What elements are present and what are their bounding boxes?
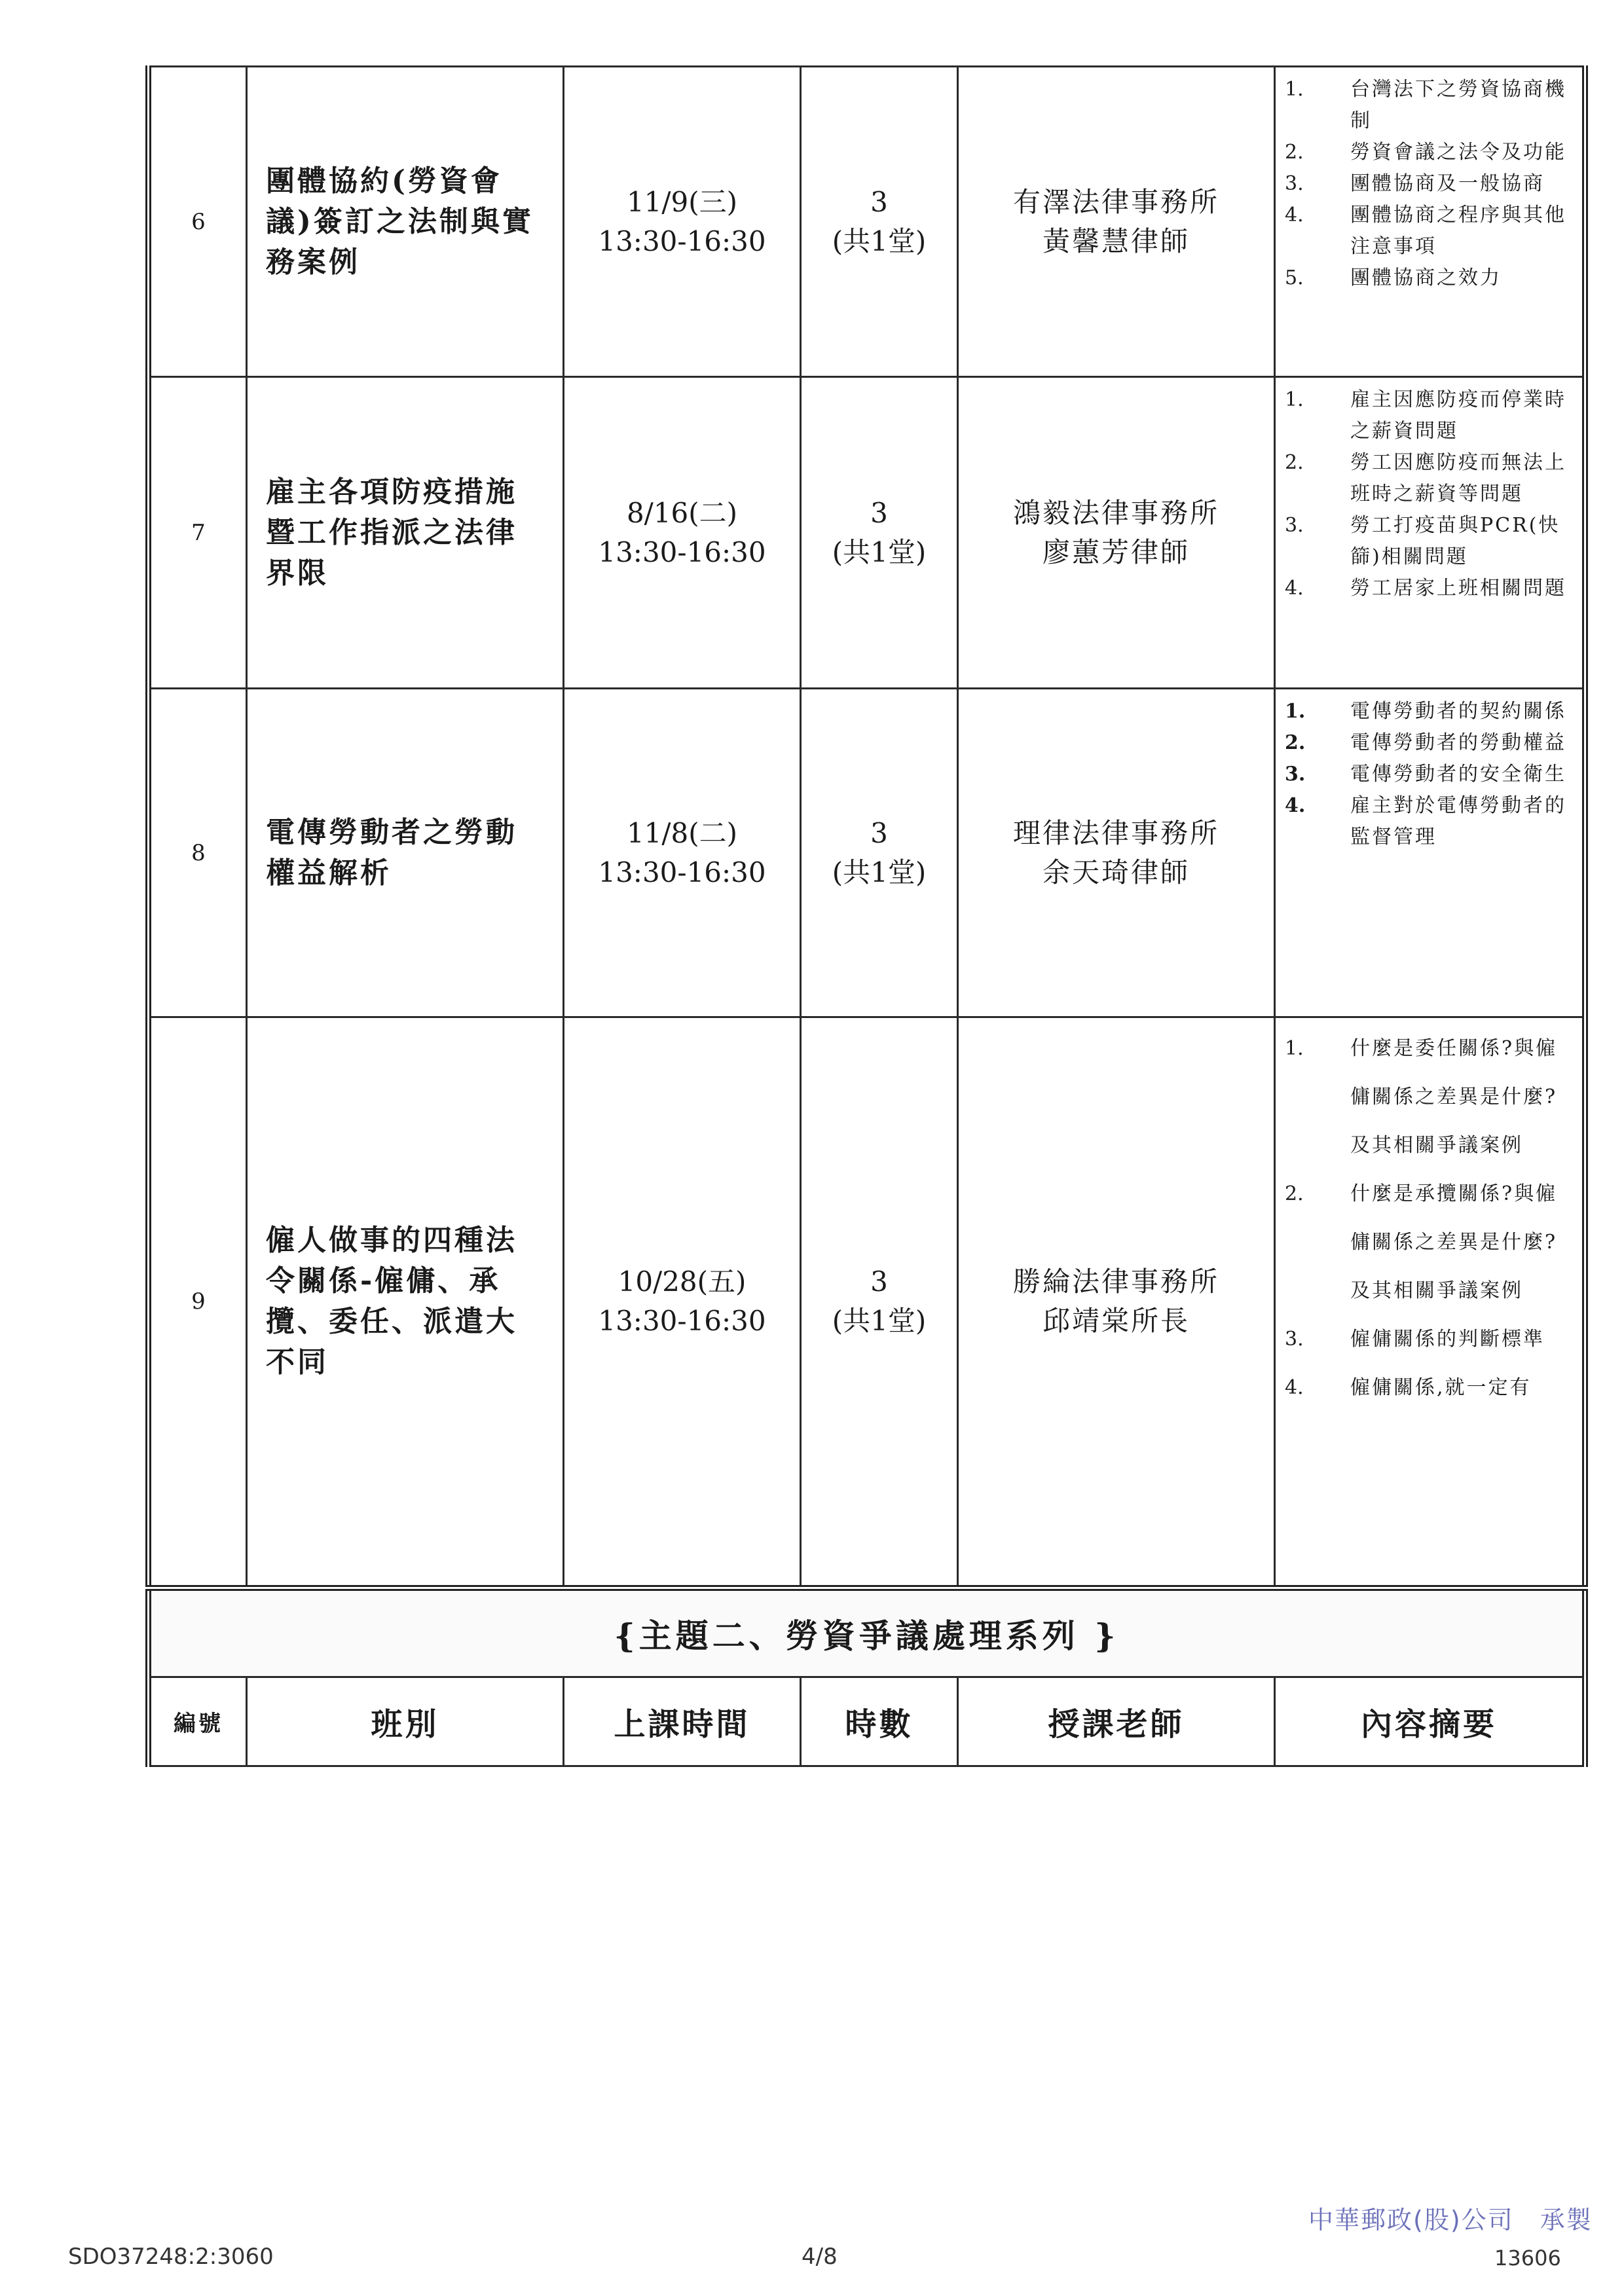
- content-summary: [1275, 1017, 1585, 1588]
- company-credit: 中華郵政(股)公司 承製: [1308, 2206, 1593, 2234]
- class-hours: [801, 1017, 958, 1588]
- class-name: 僱人做事的四種法令關係-僱傭、承攬、委任、派遣大不同: [247, 1017, 564, 1588]
- summary-item: 4. 雇主對於電傳勞動者的監督管理: [1285, 794, 1566, 848]
- row-number: 8: [149, 689, 247, 1017]
- summary-item: 4. 僱傭關係,就一定有: [1285, 1376, 1532, 1399]
- summary-item: 3. 僱傭關係的判斷標準: [1285, 1328, 1545, 1351]
- hours-value: 3: [870, 185, 888, 218]
- document-id: SDO37248:2:3060: [68, 2244, 274, 2270]
- content-summary: [1275, 689, 1585, 1017]
- class-date: 8/16(二): [626, 496, 738, 529]
- row-number: 6: [149, 67, 247, 377]
- summary-item: 2. 電傳勞動者的勞動權益: [1285, 731, 1566, 754]
- class-time-range: 13:30-16:30: [598, 1305, 766, 1337]
- summary-item: 3. 電傳勞動者的安全衛生: [1285, 763, 1566, 786]
- summary-item: 1. 電傳勞動者的契約關係: [1285, 700, 1566, 723]
- teacher-name: 余天琦律師: [1042, 856, 1190, 888]
- summary-item: 2. 什麼是承攬關係?與僱傭關係之差異是什麼?及其相關爭議案例: [1285, 1182, 1558, 1302]
- teacher-name: 廖蕙芳律師: [1042, 536, 1190, 568]
- hours-note: (共1堂): [832, 536, 927, 568]
- table-row: [149, 689, 1585, 1017]
- teacher-org: 有澤法律事務所: [1012, 185, 1219, 218]
- teacher: [958, 689, 1275, 1017]
- content-summary: [1275, 377, 1585, 689]
- summary-item: 1. 雇主因應防疫而停業時之薪資問題: [1285, 388, 1566, 443]
- teacher-name: 邱靖棠所長: [1042, 1305, 1190, 1337]
- header-hours: 時數: [801, 1677, 958, 1766]
- teacher: [958, 67, 1275, 377]
- summary-item: 4. 勞工居家上班相關問題: [1285, 577, 1566, 600]
- table-row: [149, 1017, 1585, 1588]
- teacher-org: 鴻毅法律事務所: [1012, 496, 1219, 529]
- class-hours: [801, 689, 958, 1017]
- hours-value: 3: [870, 496, 888, 529]
- summary-item: 1. 台灣法下之勞資協商機制: [1285, 78, 1566, 132]
- hours-note: (共1堂): [832, 856, 927, 888]
- row-number: 7: [149, 377, 247, 689]
- class-time: [564, 67, 801, 377]
- class-name: 團體協約(勞資會議)簽訂之法制與實務案例: [247, 67, 564, 377]
- teacher: [958, 377, 1275, 689]
- hours-note: (共1堂): [832, 225, 927, 257]
- summary-item: 2. 勞工因應防疫而無法上班時之薪資等問題: [1285, 451, 1566, 505]
- course-table: [145, 65, 1588, 1767]
- section-title: {主題二、勞資爭議處理系列 }: [149, 1588, 1585, 1677]
- class-time-range: 13:30-16:30: [598, 856, 766, 888]
- header-class: 班別: [247, 1677, 564, 1766]
- header-teacher: 授課老師: [958, 1677, 1275, 1766]
- summary-item: 3. 團體協商及一般協商: [1285, 172, 1545, 195]
- class-name: 雇主各項防疫措施暨工作指派之法律界限: [247, 377, 564, 689]
- teacher: [958, 1017, 1275, 1588]
- class-name: 電傳勞動者之勞動權益解析: [247, 689, 564, 1017]
- teacher-org: 理律法律事務所: [1012, 816, 1219, 849]
- row-number: 9: [149, 1017, 247, 1588]
- class-date: 10/28(五): [618, 1266, 747, 1298]
- class-time-range: 13:30-16:30: [598, 536, 766, 568]
- class-date: 11/8(二): [626, 816, 738, 849]
- hours-value: 3: [870, 816, 888, 849]
- hours-value: 3: [870, 1266, 888, 1298]
- table-header: [149, 1677, 1585, 1766]
- section-banner: [149, 1588, 1585, 1677]
- teacher-org: 勝綸法律事務所: [1012, 1266, 1219, 1298]
- summary-item: 5. 團體協商之效力: [1285, 266, 1502, 289]
- print-number: 13606: [1494, 2246, 1561, 2270]
- summary-item: 2. 勞資會議之法令及功能: [1285, 141, 1566, 164]
- summary-item: 4. 團體協商之程序與其他注意事項: [1285, 204, 1566, 258]
- class-time: [564, 1017, 801, 1588]
- header-no: 編號: [149, 1677, 247, 1766]
- header-summary: 內容摘要: [1275, 1677, 1585, 1766]
- class-date: 11/9(三): [626, 185, 738, 218]
- class-time: [564, 689, 801, 1017]
- hours-note: (共1堂): [832, 1305, 927, 1337]
- table-row: [149, 377, 1585, 689]
- table-row: [149, 67, 1585, 377]
- class-time: [564, 377, 801, 689]
- class-hours: [801, 377, 958, 689]
- class-hours: [801, 67, 958, 377]
- teacher-name: 黃馨慧律師: [1042, 225, 1190, 257]
- summary-item: 1. 什麼是委任關係?與僱傭關係之差異是什麼?及其相關爭議案例: [1285, 1037, 1558, 1157]
- page-number: 4/8: [802, 2244, 838, 2270]
- class-time-range: 13:30-16:30: [598, 225, 766, 257]
- header-time: 上課時間: [564, 1677, 801, 1766]
- content-summary: [1275, 67, 1585, 377]
- summary-item: 3. 勞工打疫苗與PCR(快篩)相關問題: [1285, 514, 1560, 568]
